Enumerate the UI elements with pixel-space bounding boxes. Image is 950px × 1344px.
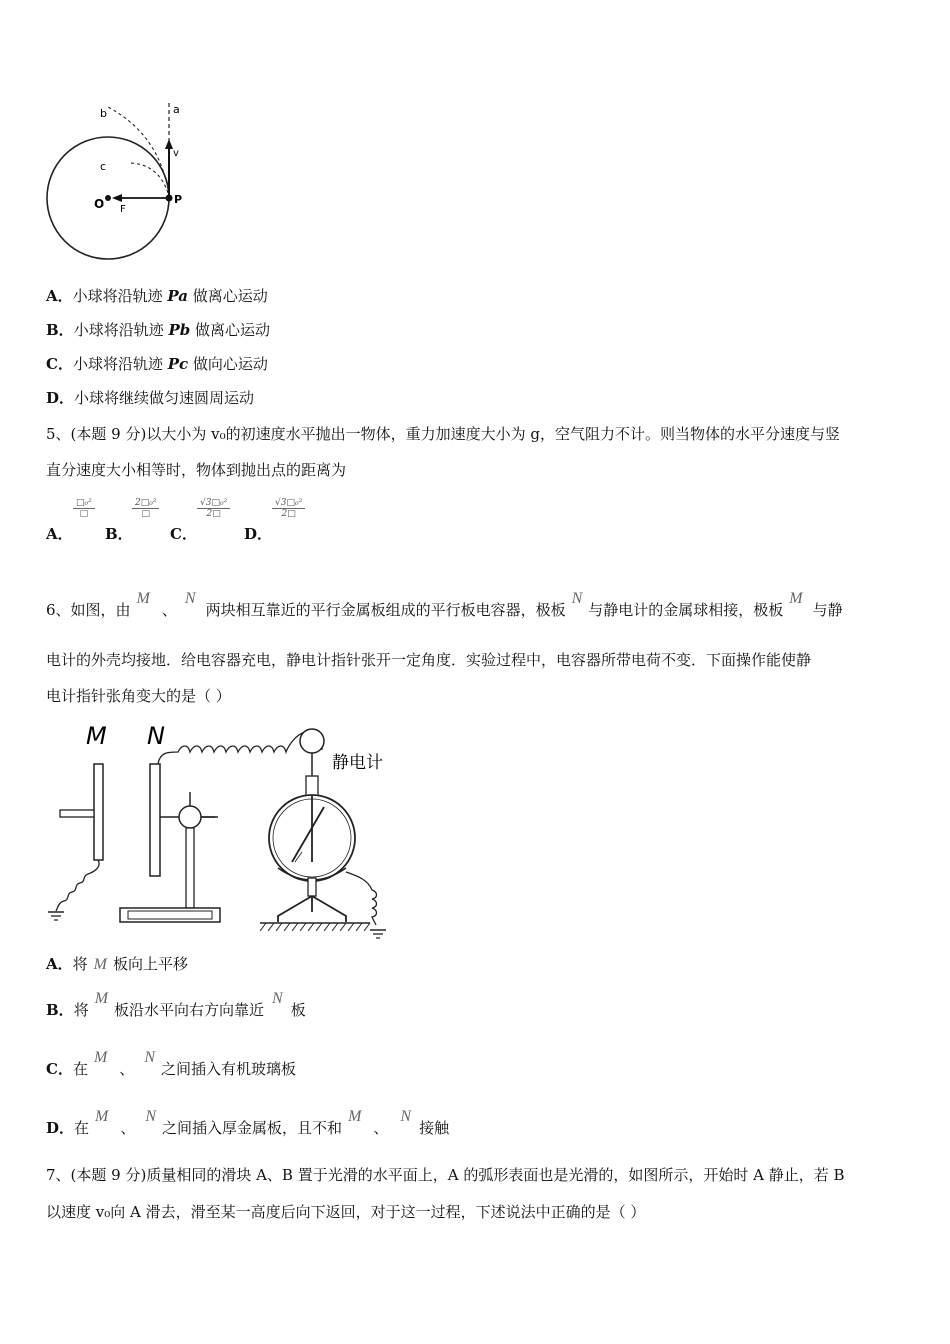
q6-option-d[interactable]: D．在M、N之间插入厚金属板，且不和M、N接触: [46, 1108, 450, 1137]
option-letter: D．: [46, 389, 75, 407]
q6-option-b[interactable]: B．将M板沿水平向右方向靠近N板: [46, 990, 306, 1019]
q4-option-d[interactable]: D．小球将继续做匀速圆周运动: [46, 389, 255, 407]
q6-option-a[interactable]: A．将 M 板向上平移: [46, 955, 188, 973]
label-p: P: [174, 193, 183, 206]
trajectory-pb: [108, 107, 169, 195]
q4-option-c[interactable]: C．小球将沿轨迹 Pc 做向心运动: [46, 355, 268, 373]
plate-m-handle: [60, 810, 94, 817]
electrometer-post: [308, 878, 316, 896]
electrometer-figure: [40, 712, 400, 944]
q4-option-a[interactable]: A．小球将沿轨迹 Pa 做离心运动: [46, 287, 268, 305]
q6-option-c[interactable]: C．在M、N之间插入有机玻璃板: [46, 1049, 296, 1078]
electrometer-legs: [278, 896, 346, 922]
label-o: O: [94, 197, 105, 211]
trajectory-pc: [128, 163, 168, 193]
label-a: a: [173, 103, 180, 116]
label-n: N: [147, 722, 165, 750]
label-c: c: [100, 160, 107, 173]
circular-motion-figure: [40, 95, 200, 265]
option-letter: B．: [46, 321, 74, 339]
center-point: [105, 195, 111, 201]
ground-wire-case: [346, 872, 377, 925]
label-electrometer: 静电计: [332, 753, 383, 773]
velocity-arrowhead: [165, 139, 173, 149]
option-letter: A．: [46, 287, 73, 305]
fraction: $\frac{\text{√3□₀²}}{2□}$: [272, 498, 305, 519]
stand-base: [120, 908, 220, 922]
label-b: b: [100, 107, 107, 120]
label-v: v: [173, 148, 179, 159]
plate-n: [150, 764, 160, 876]
connecting-wire: [158, 731, 322, 764]
ball-point: [166, 195, 173, 202]
q5-stem-line1: 5、(本题 9 分)以大小为 v₀的初速度水平抛出一物体，重力加速度大小为 g，空气阻力不计。则当物体的水平分速度与竖: [46, 425, 840, 443]
plate-m: [94, 764, 103, 860]
q7-stem-line2: 以速度 v₀向 A 滑去，滑至某一高度后向下返回，对于这一过程，下述说法中正确的是（ ）: [46, 1203, 646, 1221]
q5-stem-line2: 直分速度大小相等时，物体到抛出点的距离为: [46, 461, 347, 479]
ground-wire-m: [56, 860, 99, 911]
q7-stem-line1: 7、(本题 9 分)质量相同的滑块 A、B 置于光滑的水平面上，A 的弧形表面也是光滑的，如图所示，开始时 A 静止，若 B: [46, 1166, 845, 1184]
fraction: □₀² □: [73, 498, 95, 519]
fraction: $\frac{\text{√3□₀²}}{2□}$: [197, 498, 230, 519]
force-arrowhead: [112, 194, 122, 202]
label-f: F: [120, 204, 126, 215]
stand-pole: [186, 828, 194, 908]
q6-stem-line2: 电计的外壳均接地．给电容器充电，静电计指针张开一定角度．实验过程中，电容器所带电荷不变．下面操作能使静: [46, 651, 812, 669]
electrometer-neck: [306, 776, 318, 796]
option-letter: C．: [46, 355, 73, 373]
stand-clamp: [179, 806, 201, 828]
electrometer-ball: [300, 729, 324, 753]
label-m: M: [86, 722, 107, 750]
fraction: 2□₀² □: [132, 498, 159, 519]
q4-option-b[interactable]: B．小球将沿轨迹 Pb 做离心运动: [46, 321, 271, 339]
q6-stem-line1: 6、如图，由M、N两块相互靠近的平行金属板组成的平行板电容器，极板N与静电计的金属球相接，极板M与静: [46, 590, 843, 619]
q6-stem-line3: 电计指针张角变大的是（ ）: [46, 687, 231, 705]
